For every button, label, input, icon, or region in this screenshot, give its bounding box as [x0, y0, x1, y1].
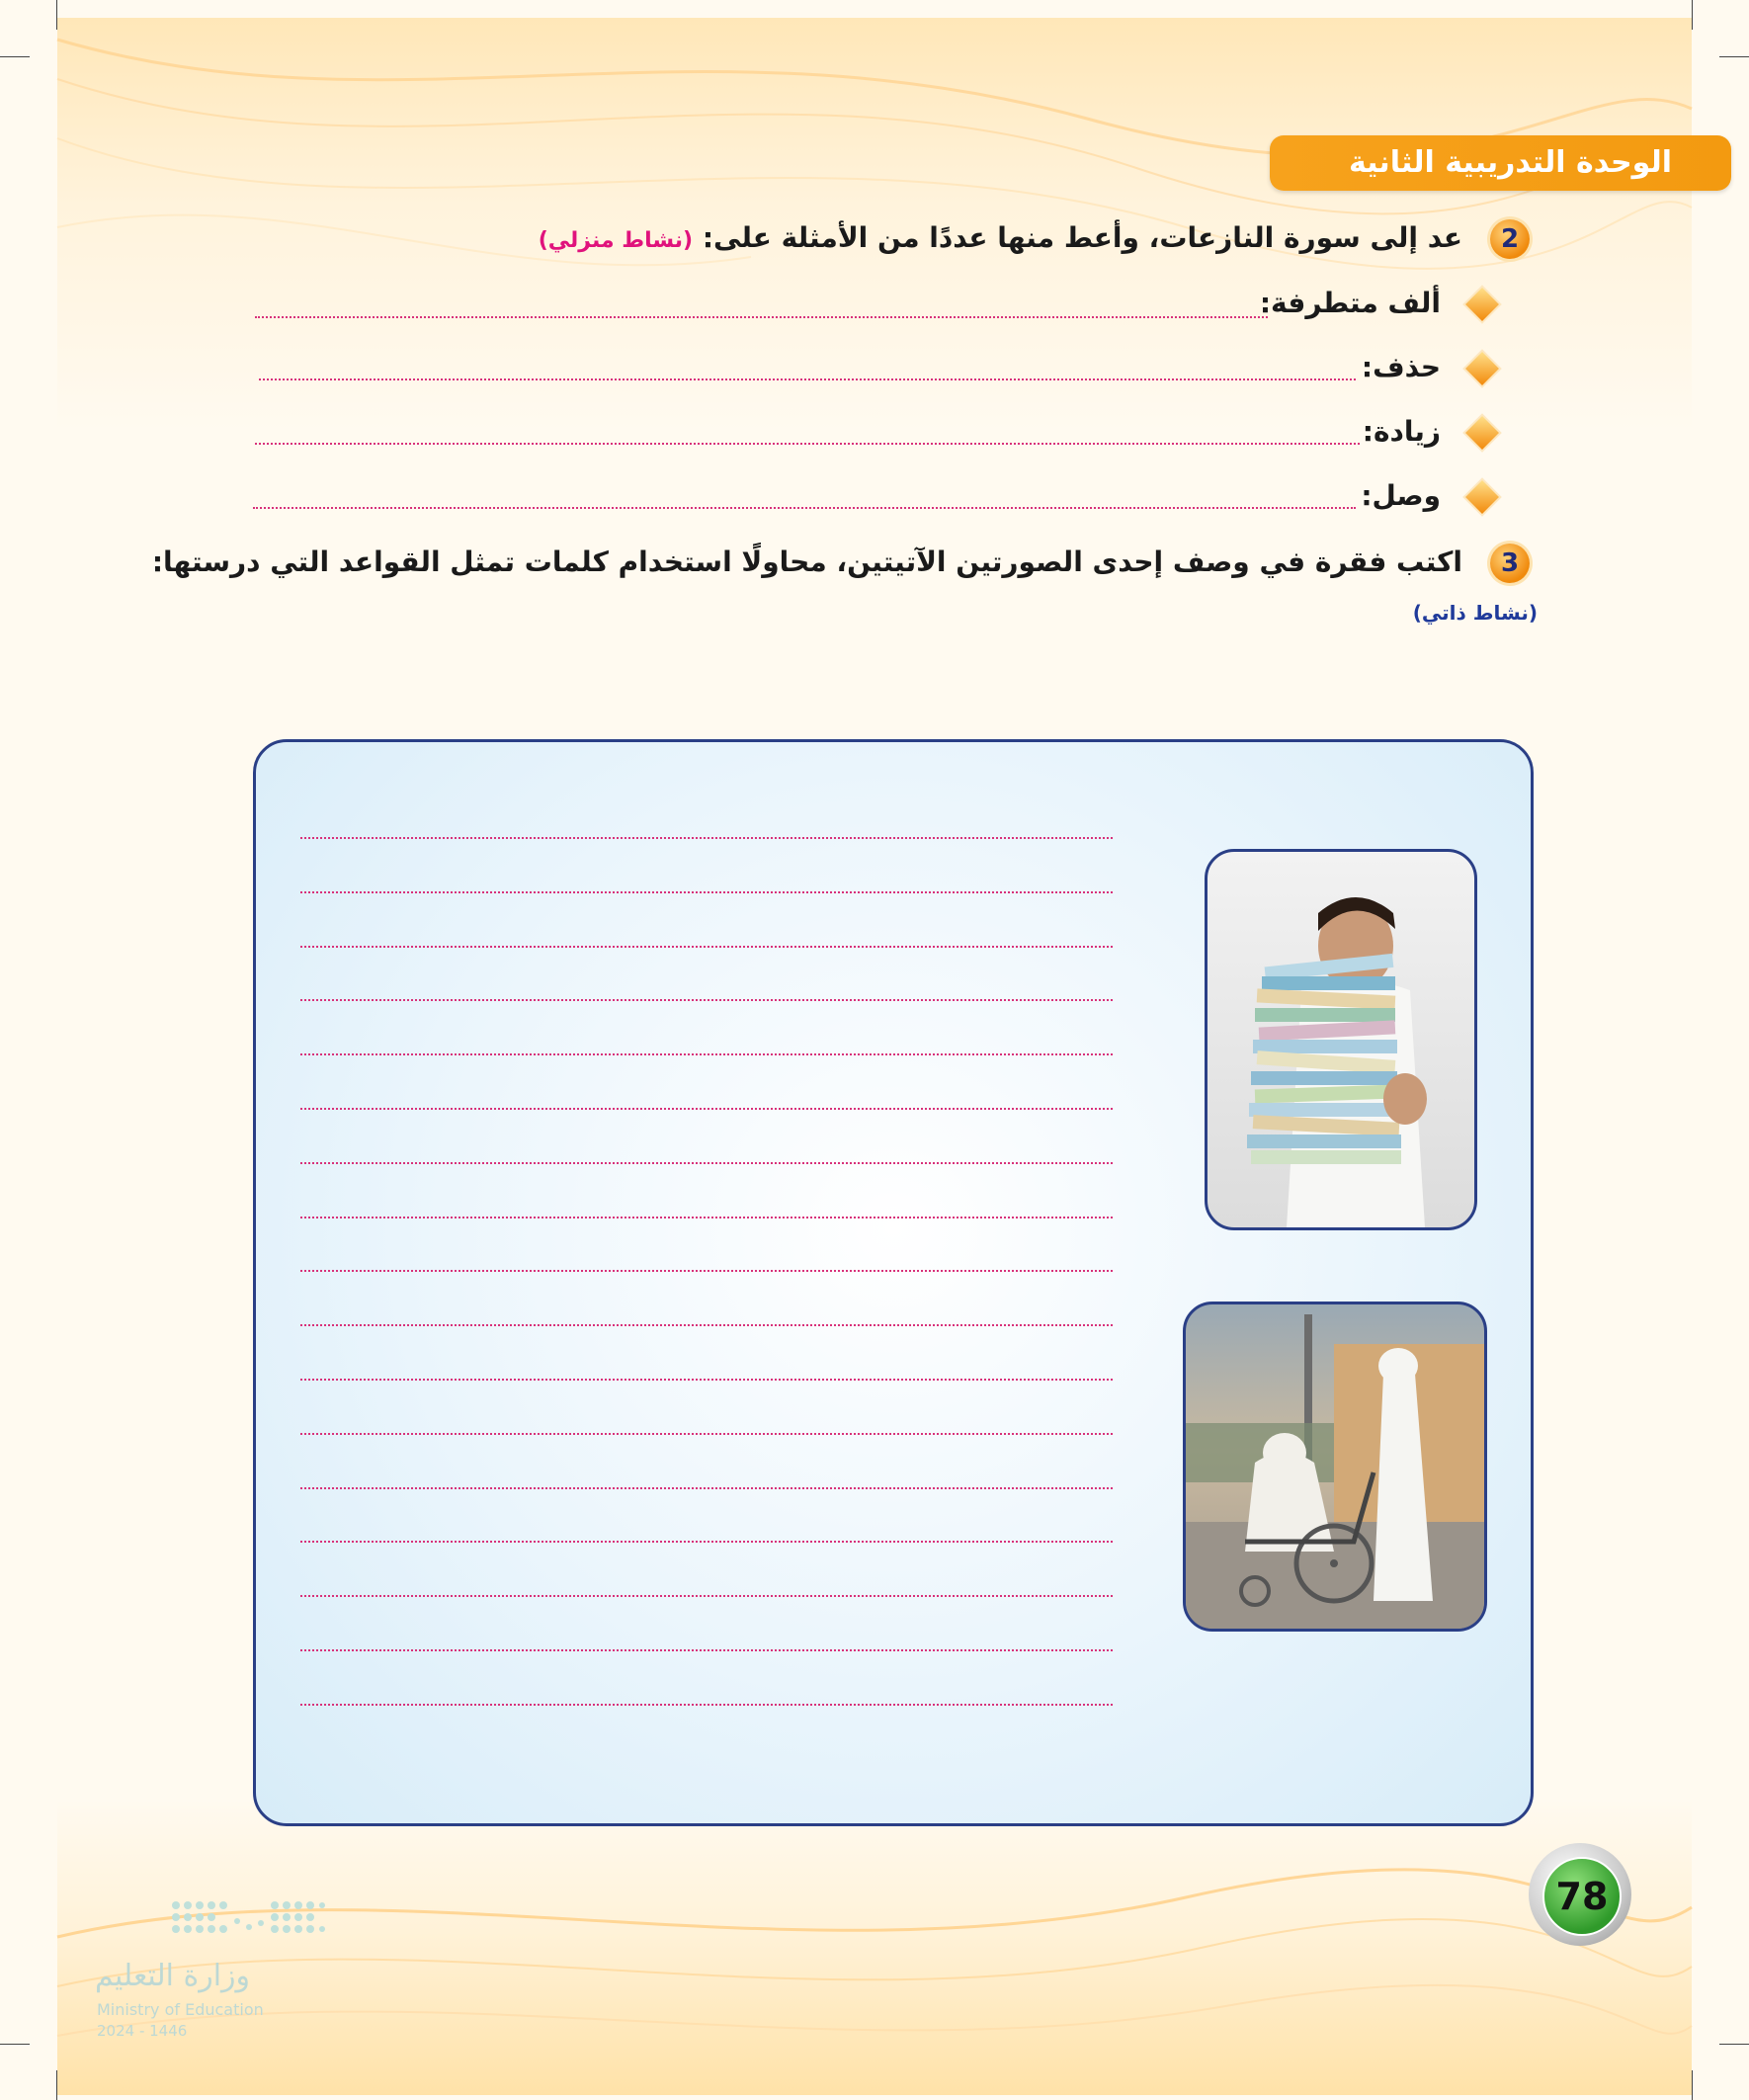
- question-3-number: 3: [1490, 544, 1530, 583]
- crop-mark: [1719, 2044, 1749, 2045]
- answer-line-deletion[interactable]: [259, 378, 1356, 380]
- crop-mark: [56, 0, 57, 30]
- crop-mark: [0, 2044, 30, 2045]
- item-label-deletion: حذف:: [1361, 351, 1441, 383]
- home-activity-tag: (نشاط منزلي): [538, 228, 694, 253]
- answer-line-joining[interactable]: [253, 507, 1356, 509]
- writing-line[interactable]: [300, 1704, 1113, 1706]
- writing-panel: [253, 739, 1534, 1826]
- boy-carrying-books-photo: [1205, 849, 1477, 1230]
- writing-line[interactable]: [300, 946, 1113, 948]
- crop-mark: [1719, 56, 1749, 57]
- writing-line[interactable]: [300, 1541, 1113, 1543]
- question-2-number: 2: [1490, 219, 1530, 259]
- item-label-joining: وصل:: [1361, 479, 1441, 512]
- unit-title-banner: الوحدة التدريبية الثانية: [1270, 135, 1731, 191]
- answer-line-final-alif[interactable]: [255, 316, 1268, 318]
- writing-line[interactable]: [300, 1053, 1113, 1055]
- ministry-logo-dots-icon: [168, 1897, 326, 1943]
- writing-line[interactable]: [300, 1649, 1113, 1651]
- question-2-prompt: عد إلى سورة النازعات، وأعط منها عددًا من الأمثلة على:: [702, 221, 1462, 254]
- writing-line[interactable]: [300, 1433, 1113, 1435]
- writing-line[interactable]: [300, 1324, 1113, 1326]
- answer-line-addition[interactable]: [255, 443, 1360, 445]
- writing-line[interactable]: [300, 1108, 1113, 1110]
- writing-line[interactable]: [300, 1270, 1113, 1272]
- writing-line[interactable]: [300, 1487, 1113, 1489]
- page-number: 78: [1542, 1857, 1622, 1936]
- ministry-name-english: Ministry of Education: [97, 2000, 264, 2019]
- crop-mark: [0, 56, 30, 57]
- ministry-year: 2024 - 1446: [97, 2022, 188, 2040]
- writing-line[interactable]: [300, 891, 1113, 893]
- item-label-final-alif: ألف متطرفة:: [1259, 287, 1441, 319]
- self-activity-tag: (نشاط ذاتي): [1412, 601, 1538, 625]
- question-3-prompt: اكتب فقرة في وصف إحدى الصورتين الآتيتين، محاولًا استخدام كلمات تمثل القواعد التي درستها:: [151, 546, 1462, 578]
- crop-mark: [1692, 2070, 1693, 2100]
- item-label-addition: زيادة:: [1362, 415, 1441, 448]
- writing-line[interactable]: [300, 1379, 1113, 1381]
- writing-line[interactable]: [300, 1162, 1113, 1164]
- man-pushing-wheelchair-photo: [1183, 1302, 1487, 1632]
- ministry-name-arabic: وزارة التعليم: [95, 1959, 251, 1993]
- writing-line[interactable]: [300, 837, 1113, 839]
- writing-line[interactable]: [300, 1595, 1113, 1597]
- writing-line[interactable]: [300, 1217, 1113, 1218]
- crop-mark: [1692, 0, 1693, 30]
- writing-line[interactable]: [300, 999, 1113, 1001]
- question-2-text: [539, 221, 1462, 254]
- boy-carrying-books-illustration: [1208, 852, 1474, 1227]
- page-number-badge: [1529, 1843, 1631, 1946]
- crop-mark: [56, 2070, 57, 2100]
- wheelchair-illustration: [1186, 1304, 1484, 1629]
